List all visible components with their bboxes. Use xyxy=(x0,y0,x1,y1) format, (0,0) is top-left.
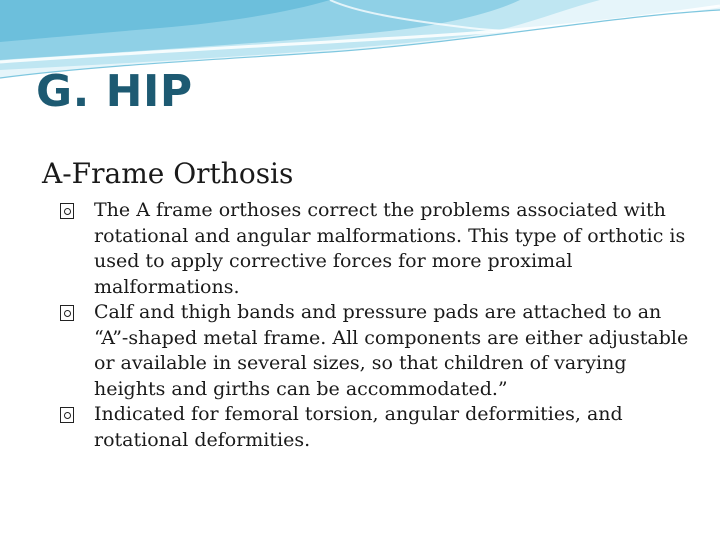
bullet-item xyxy=(60,402,700,453)
bullet-text: Calf and thigh bands and pressure pads are attached to an “A”-shaped metal frame. All components are either adjustable or available in several sizes, so that children of varying heights and girths can be accommodated.” xyxy=(94,301,689,400)
missing-glyph-box-icon xyxy=(60,305,74,321)
missing-glyph-box-icon xyxy=(60,203,74,219)
missing-glyph-box-icon xyxy=(60,407,74,423)
bullet-text: The A frame orthoses correct the problems associated with rotational and angular malformations. This type of orthotic is used to apply corrective forces for more proximal malformations. xyxy=(94,199,686,298)
bullet-list xyxy=(60,198,700,453)
slide-subtitle: A-Frame Orthosis xyxy=(42,157,294,190)
bullet-item xyxy=(60,300,700,402)
bullet-text: Indicated for femoral torsion, angular deformities, and rotational deformities. xyxy=(94,403,623,451)
slide-title: G. HIP xyxy=(36,66,193,117)
bullet-item xyxy=(60,198,700,300)
